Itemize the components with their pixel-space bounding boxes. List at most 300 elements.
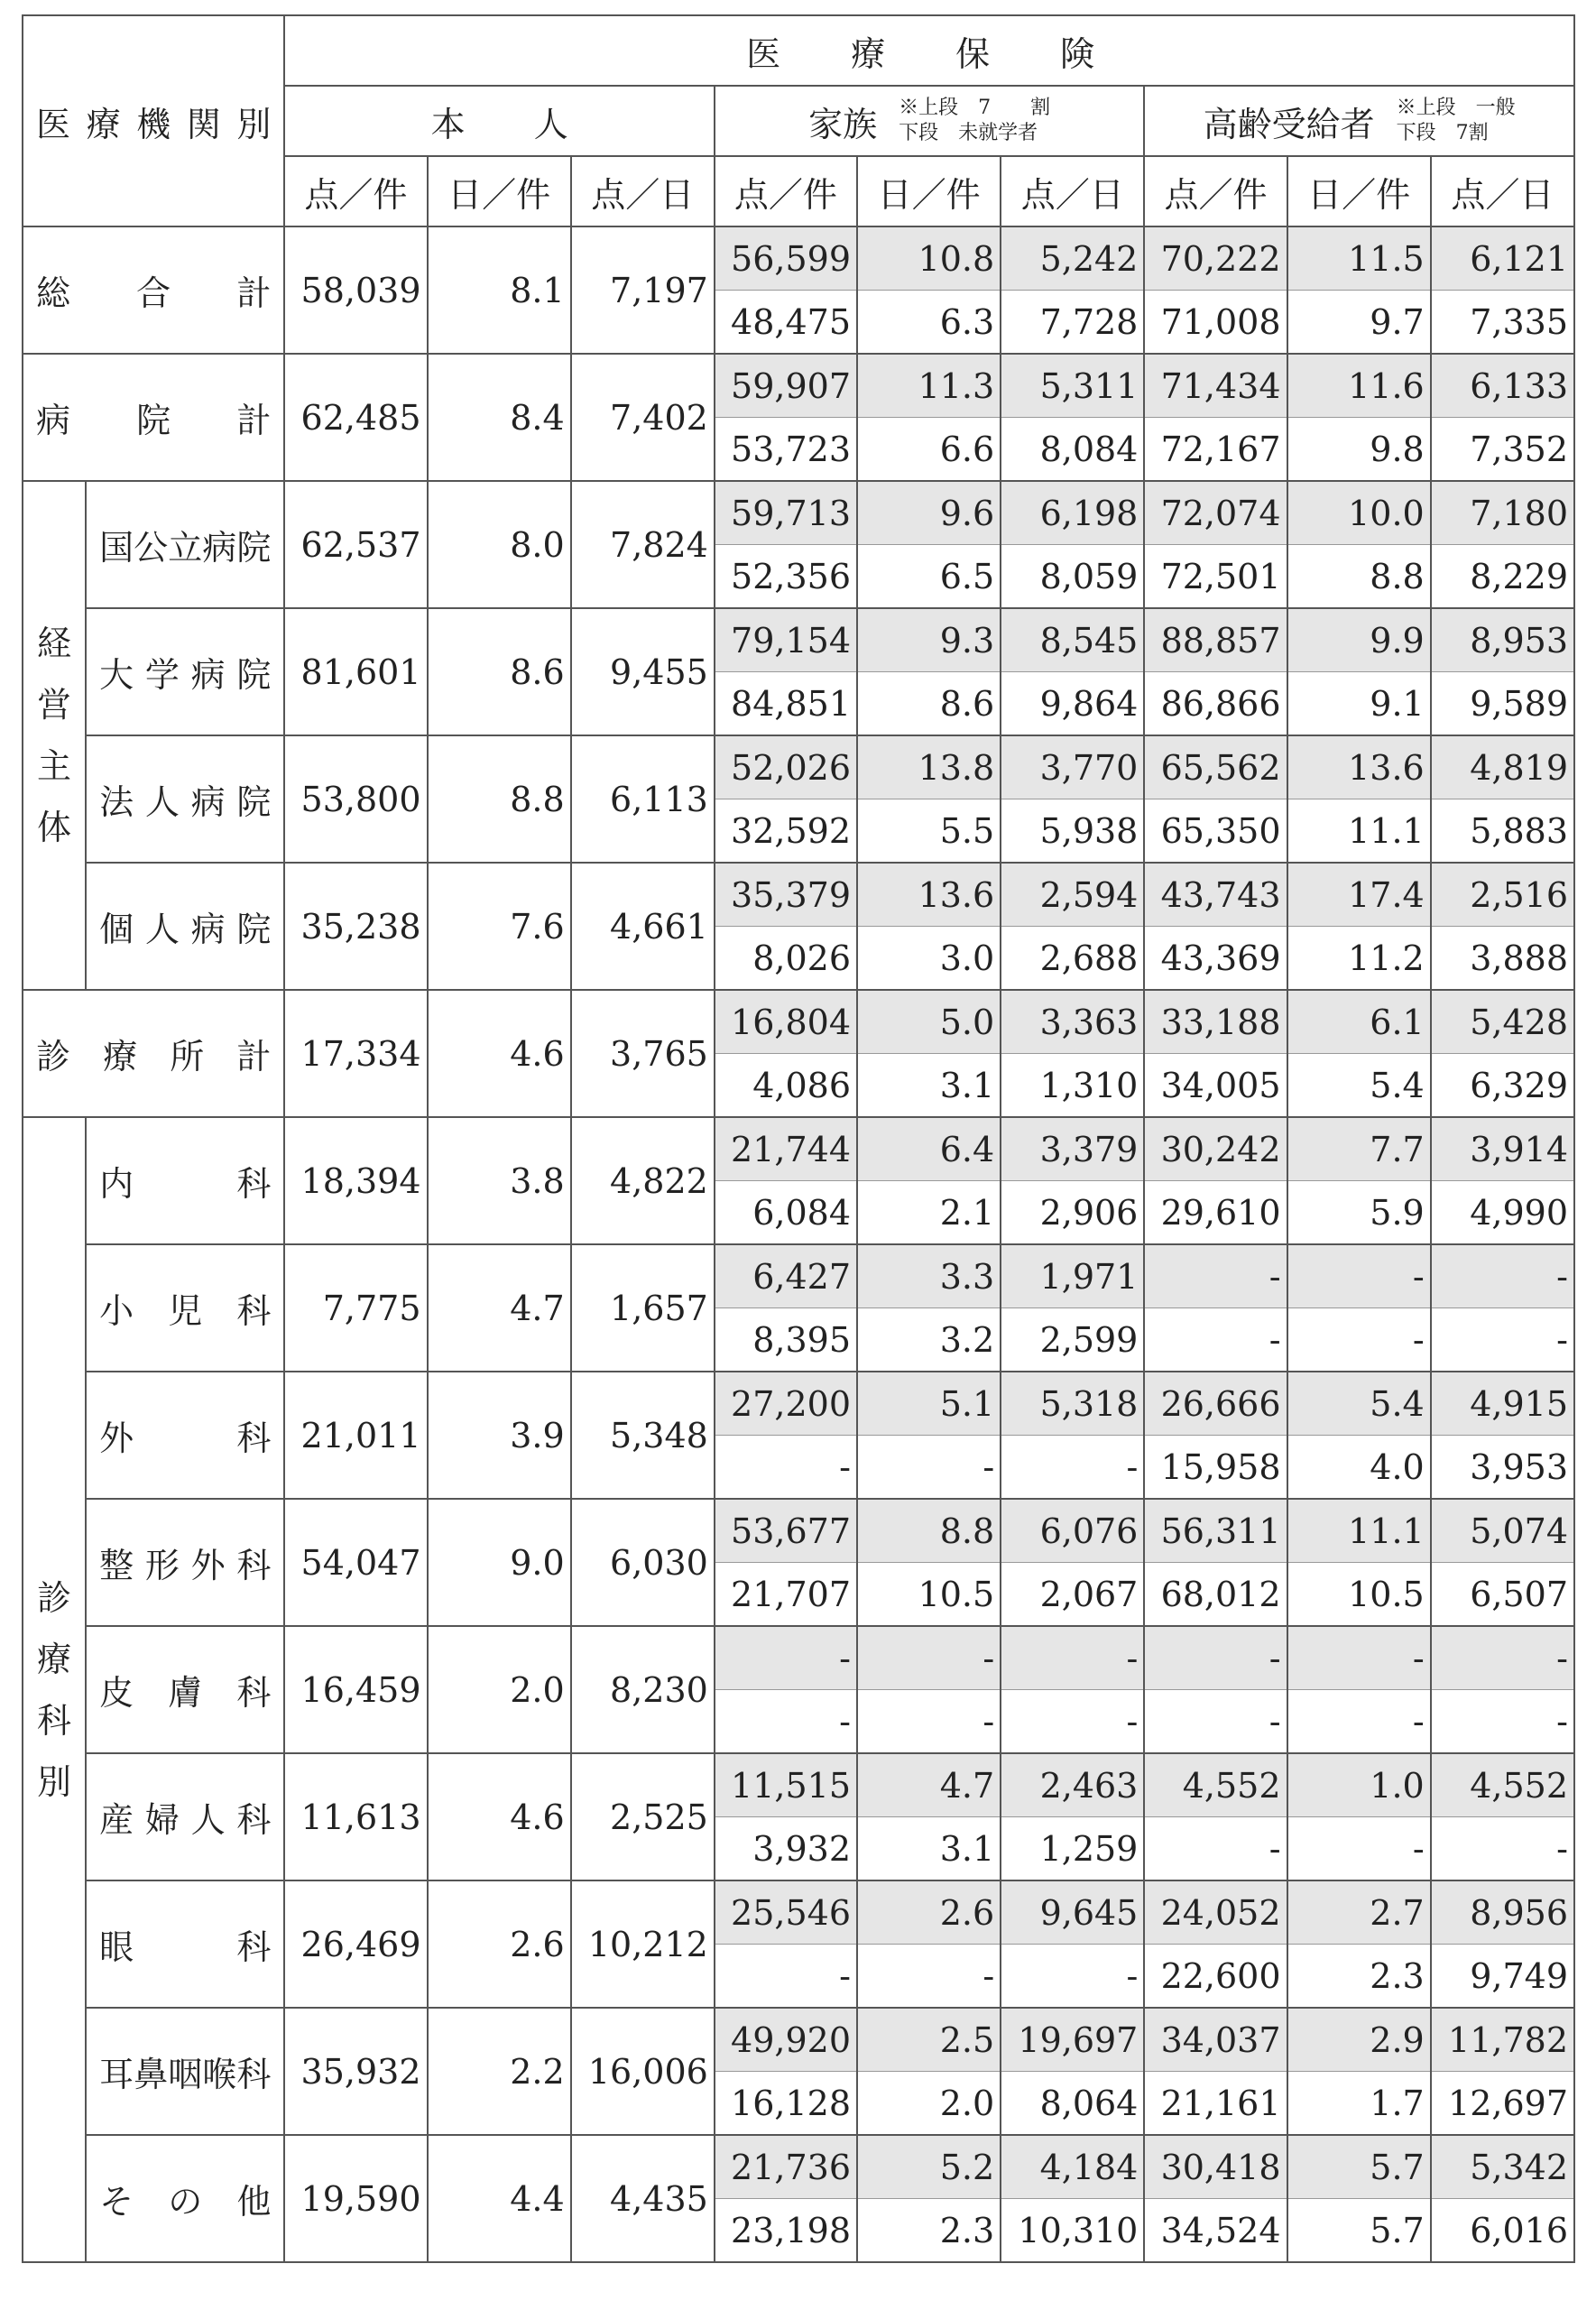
upper-cell: 43,743 bbox=[1144, 863, 1287, 927]
lower-cell: 4,086 bbox=[715, 1054, 857, 1118]
row-label: 大学病院 bbox=[86, 608, 284, 735]
lower-cell: 8.8 bbox=[1287, 545, 1431, 609]
upper-cell: - bbox=[1001, 1626, 1144, 1690]
upper-cell: 56,311 bbox=[1144, 1499, 1287, 1563]
lower-cell: 11.2 bbox=[1287, 927, 1431, 991]
upper-cell: 33,188 bbox=[1144, 990, 1287, 1054]
upper-cell: 21,744 bbox=[715, 1117, 857, 1181]
honnin-cell: 35,238 bbox=[284, 863, 427, 990]
lower-cell: 48,475 bbox=[715, 291, 857, 355]
lower-cell: 9,589 bbox=[1431, 672, 1574, 736]
upper-cell: 5,074 bbox=[1431, 1499, 1574, 1563]
upper-cell: 7.7 bbox=[1287, 1117, 1431, 1181]
upper-cell: 34,037 bbox=[1144, 2008, 1287, 2072]
table-row bbox=[23, 2008, 1574, 2072]
honnin-cell: 8.1 bbox=[428, 226, 571, 354]
column-header: 点／件 bbox=[1144, 156, 1287, 226]
lower-cell: 15,958 bbox=[1144, 1436, 1287, 1500]
lower-cell: 52,356 bbox=[715, 545, 857, 609]
upper-cell: 11.1 bbox=[1287, 1499, 1431, 1563]
upper-cell: 1,971 bbox=[1001, 1244, 1144, 1308]
lower-cell: 2.0 bbox=[857, 2072, 1001, 2136]
upper-cell: 4,184 bbox=[1001, 2135, 1144, 2199]
lower-cell: 29,610 bbox=[1144, 1181, 1287, 1245]
upper-cell: 24,052 bbox=[1144, 1880, 1287, 1945]
section-label-char: 別 bbox=[37, 1761, 72, 1802]
row-label: 法人病院 bbox=[86, 735, 284, 863]
row-label: その他 bbox=[86, 2135, 284, 2262]
lower-cell: 2.1 bbox=[857, 1181, 1001, 1245]
upper-cell: 1.0 bbox=[1287, 1753, 1431, 1817]
lower-cell: - bbox=[857, 1436, 1001, 1500]
lower-cell: 9.8 bbox=[1287, 418, 1431, 482]
lower-cell: 8,395 bbox=[715, 1308, 857, 1372]
honnin-cell: 53,800 bbox=[284, 735, 427, 863]
group-name: 家族 bbox=[808, 104, 878, 144]
lower-cell: - bbox=[715, 1690, 857, 1754]
lower-cell: 3.1 bbox=[857, 1817, 1001, 1881]
upper-cell: 2,463 bbox=[1001, 1753, 1144, 1817]
group-kazoku bbox=[715, 86, 1145, 156]
upper-cell: 9.9 bbox=[1287, 608, 1431, 672]
honnin-cell: 2.2 bbox=[428, 2008, 571, 2135]
table-row bbox=[23, 735, 1574, 799]
upper-cell: 6,133 bbox=[1431, 354, 1574, 418]
honnin-cell: 3.8 bbox=[428, 1117, 571, 1244]
upper-cell: 16,804 bbox=[715, 990, 857, 1054]
honnin-cell: 58,039 bbox=[284, 226, 427, 354]
upper-cell: 6,076 bbox=[1001, 1499, 1144, 1563]
honnin-cell: 5,348 bbox=[571, 1372, 715, 1499]
honnin-cell: 9.0 bbox=[428, 1499, 571, 1626]
upper-cell: 17.4 bbox=[1287, 863, 1431, 927]
honnin-cell: 4,822 bbox=[571, 1117, 715, 1244]
lower-cell: 6,084 bbox=[715, 1181, 857, 1245]
lower-cell: 10.5 bbox=[1287, 1563, 1431, 1627]
lower-cell: 5.4 bbox=[1287, 1054, 1431, 1118]
lower-cell: 84,851 bbox=[715, 672, 857, 736]
table-row bbox=[23, 608, 1574, 672]
honnin-cell: 17,334 bbox=[284, 990, 427, 1117]
upper-cell: 3,914 bbox=[1431, 1117, 1574, 1181]
section-label-char: 体 bbox=[37, 808, 72, 847]
column-header: 点／日 bbox=[571, 156, 715, 226]
honnin-cell: 54,047 bbox=[284, 1499, 427, 1626]
column-header: 点／件 bbox=[715, 156, 857, 226]
honnin-cell: 6,030 bbox=[571, 1499, 715, 1626]
lower-cell: 7,728 bbox=[1001, 291, 1144, 355]
honnin-cell: 4,661 bbox=[571, 863, 715, 990]
lower-cell: 23,198 bbox=[715, 2199, 857, 2263]
table-row bbox=[23, 2135, 1574, 2199]
table-row bbox=[23, 1372, 1574, 1436]
honnin-cell: 35,932 bbox=[284, 2008, 427, 2135]
lower-cell: 72,501 bbox=[1144, 545, 1287, 609]
row-label: 整形外科 bbox=[86, 1499, 284, 1626]
lower-cell: 1.7 bbox=[1287, 2072, 1431, 2136]
table-row bbox=[23, 1244, 1574, 1308]
lower-cell: 6.3 bbox=[857, 291, 1001, 355]
upper-cell: 65,562 bbox=[1144, 735, 1287, 799]
lower-cell: 86,866 bbox=[1144, 672, 1287, 736]
upper-cell: - bbox=[715, 1626, 857, 1690]
upper-cell: 2.9 bbox=[1287, 2008, 1431, 2072]
honnin-cell: 26,469 bbox=[284, 1880, 427, 2008]
honnin-cell: 1,657 bbox=[571, 1244, 715, 1372]
table-row bbox=[23, 1880, 1574, 1945]
row-label: 総 合 計 bbox=[23, 226, 284, 354]
upper-cell: 2.7 bbox=[1287, 1880, 1431, 1945]
lower-cell: 9,864 bbox=[1001, 672, 1144, 736]
section-label-char: 経 bbox=[37, 624, 72, 663]
upper-cell: 8,956 bbox=[1431, 1880, 1574, 1945]
upper-cell: 7,180 bbox=[1431, 481, 1574, 545]
upper-cell: 6,198 bbox=[1001, 481, 1144, 545]
lower-cell: 6,329 bbox=[1431, 1054, 1574, 1118]
lower-cell: - bbox=[1001, 1945, 1144, 2009]
upper-cell: 88,857 bbox=[1144, 608, 1287, 672]
column-header: 日／件 bbox=[857, 156, 1001, 226]
honnin-cell: 19,590 bbox=[284, 2135, 427, 2262]
lower-cell: 5,883 bbox=[1431, 799, 1574, 864]
honnin-cell: 16,006 bbox=[571, 2008, 715, 2135]
upper-cell: 4,819 bbox=[1431, 735, 1574, 799]
section-label-char: 主 bbox=[37, 746, 72, 786]
upper-cell: 70,222 bbox=[1144, 226, 1287, 291]
honnin-cell: 8.0 bbox=[428, 481, 571, 608]
table-row bbox=[23, 863, 1574, 927]
row-label: 診療所計 bbox=[23, 990, 284, 1117]
upper-cell: - bbox=[1144, 1626, 1287, 1690]
honnin-cell: 8.4 bbox=[428, 354, 571, 481]
row-label: 耳鼻咽喉科 bbox=[86, 2008, 284, 2135]
lower-cell: - bbox=[715, 1945, 857, 2009]
lower-cell: 21,161 bbox=[1144, 2072, 1287, 2136]
group-note-upper: ※上段 7 割 bbox=[899, 97, 1051, 119]
upper-cell: 5,311 bbox=[1001, 354, 1144, 418]
lower-cell: 3.1 bbox=[857, 1054, 1001, 1118]
upper-cell: 3,363 bbox=[1001, 990, 1144, 1054]
upper-cell: 5.1 bbox=[857, 1372, 1001, 1436]
lower-cell: 2,599 bbox=[1001, 1308, 1144, 1372]
lower-cell: 10,310 bbox=[1001, 2199, 1144, 2263]
group-koreisha bbox=[1144, 86, 1574, 156]
column-header: 日／件 bbox=[1287, 156, 1431, 226]
upper-cell: - bbox=[1144, 1244, 1287, 1308]
lower-cell: 9.7 bbox=[1287, 291, 1431, 355]
lower-cell: 2,688 bbox=[1001, 927, 1144, 991]
upper-cell: 9.6 bbox=[857, 481, 1001, 545]
lower-cell: 1,310 bbox=[1001, 1054, 1144, 1118]
upper-cell: 35,379 bbox=[715, 863, 857, 927]
honnin-cell: 2.0 bbox=[428, 1626, 571, 1753]
upper-cell: 8,953 bbox=[1431, 608, 1574, 672]
honnin-cell: 4,435 bbox=[571, 2135, 715, 2262]
upper-cell: 9,645 bbox=[1001, 1880, 1144, 1945]
lower-cell: 6.6 bbox=[857, 418, 1001, 482]
table-row bbox=[23, 1117, 1574, 1181]
lower-cell: 72,167 bbox=[1144, 418, 1287, 482]
lower-cell: - bbox=[1144, 1690, 1287, 1754]
row-label: 国公立病院 bbox=[86, 481, 284, 608]
lower-cell: 8,064 bbox=[1001, 2072, 1144, 2136]
upper-cell: - bbox=[1431, 1626, 1574, 1690]
upper-cell: 25,546 bbox=[715, 1880, 857, 1945]
honnin-cell: 7,824 bbox=[571, 481, 715, 608]
lower-cell: 5.9 bbox=[1287, 1181, 1431, 1245]
lower-cell: - bbox=[1287, 1817, 1431, 1881]
table-row bbox=[23, 1626, 1574, 1690]
row-label: 個人病院 bbox=[86, 863, 284, 990]
upper-cell: 4.7 bbox=[857, 1753, 1001, 1817]
lower-cell: - bbox=[1144, 1308, 1287, 1372]
lower-cell: 8,059 bbox=[1001, 545, 1144, 609]
lower-cell: 16,128 bbox=[715, 2072, 857, 2136]
section-label bbox=[23, 481, 86, 990]
group-name: 高齢受給者 bbox=[1203, 104, 1375, 144]
lower-cell: 43,369 bbox=[1144, 927, 1287, 991]
lower-cell: 2.3 bbox=[1287, 1945, 1431, 2009]
upper-cell: 11,515 bbox=[715, 1753, 857, 1817]
upper-cell: 53,677 bbox=[715, 1499, 857, 1563]
honnin-cell: 8.8 bbox=[428, 735, 571, 863]
group-name: 本 人 bbox=[430, 104, 568, 144]
upper-cell: 2,516 bbox=[1431, 863, 1574, 927]
upper-cell: 11.3 bbox=[857, 354, 1001, 418]
medical-cost-table bbox=[22, 14, 1575, 2263]
upper-cell: - bbox=[857, 1626, 1001, 1690]
lower-cell: - bbox=[1287, 1308, 1431, 1372]
lower-cell: - bbox=[1001, 1690, 1144, 1754]
column-header: 点／日 bbox=[1001, 156, 1144, 226]
row-label: 病 院 計 bbox=[23, 354, 284, 481]
group-note-lower: 下段 未就学者 bbox=[899, 122, 1038, 144]
upper-cell: 19,697 bbox=[1001, 2008, 1144, 2072]
section-label-char: 営 bbox=[37, 685, 72, 725]
row-label: 外 科 bbox=[86, 1372, 284, 1499]
honnin-cell: 6,113 bbox=[571, 735, 715, 863]
section-label bbox=[23, 1117, 86, 2262]
lower-cell: 1,259 bbox=[1001, 1817, 1144, 1881]
upper-cell: 6.1 bbox=[1287, 990, 1431, 1054]
honnin-cell: 4.6 bbox=[428, 1753, 571, 1880]
honnin-cell: 16,459 bbox=[284, 1626, 427, 1753]
lower-cell: 3,953 bbox=[1431, 1436, 1574, 1500]
lower-cell: - bbox=[857, 1690, 1001, 1754]
table-row bbox=[23, 481, 1574, 545]
honnin-cell: 7,775 bbox=[284, 1244, 427, 1372]
group-note-upper: ※上段 一般 bbox=[1396, 97, 1516, 119]
upper-cell: 10.0 bbox=[1287, 481, 1431, 545]
honnin-cell: 4.6 bbox=[428, 990, 571, 1117]
upper-cell: 59,713 bbox=[715, 481, 857, 545]
upper-cell: - bbox=[1287, 1626, 1431, 1690]
upper-cell: 11.5 bbox=[1287, 226, 1431, 291]
upper-cell: 5,342 bbox=[1431, 2135, 1574, 2199]
honnin-cell: 2,525 bbox=[571, 1753, 715, 1880]
honnin-cell: 11,613 bbox=[284, 1753, 427, 1880]
honnin-cell: 4.7 bbox=[428, 1244, 571, 1372]
upper-cell: 11,782 bbox=[1431, 2008, 1574, 2072]
lower-cell: 2,067 bbox=[1001, 1563, 1144, 1627]
upper-cell: 6,427 bbox=[715, 1244, 857, 1308]
lower-cell: 2,906 bbox=[1001, 1181, 1144, 1245]
upper-cell: 5.2 bbox=[857, 2135, 1001, 2199]
upper-cell: 2,594 bbox=[1001, 863, 1144, 927]
column-header: 点／日 bbox=[1431, 156, 1574, 226]
upper-cell: 6,121 bbox=[1431, 226, 1574, 291]
lower-cell: 8,229 bbox=[1431, 545, 1574, 609]
lower-cell: 10.5 bbox=[857, 1563, 1001, 1627]
lower-cell: 8,026 bbox=[715, 927, 857, 991]
table-row bbox=[23, 226, 1574, 291]
lower-cell: 7,352 bbox=[1431, 418, 1574, 482]
section-label-char: 科 bbox=[37, 1700, 72, 1741]
lower-cell: 5,938 bbox=[1001, 799, 1144, 864]
upper-cell: - bbox=[1287, 1244, 1431, 1308]
honnin-cell: 4.4 bbox=[428, 2135, 571, 2262]
lower-cell: 2.3 bbox=[857, 2199, 1001, 2263]
lower-cell: 5.5 bbox=[857, 799, 1001, 864]
header-corner: 医療機関別 bbox=[23, 15, 284, 226]
lower-cell: 8.6 bbox=[857, 672, 1001, 736]
upper-cell: 3,770 bbox=[1001, 735, 1144, 799]
upper-cell: 2.5 bbox=[857, 2008, 1001, 2072]
honnin-cell: 62,537 bbox=[284, 481, 427, 608]
upper-cell: 30,418 bbox=[1144, 2135, 1287, 2199]
honnin-cell: 9,455 bbox=[571, 608, 715, 735]
honnin-cell: 2.6 bbox=[428, 1880, 571, 2008]
lower-cell: 3.2 bbox=[857, 1308, 1001, 1372]
table-body bbox=[23, 226, 1574, 2262]
upper-cell: 26,666 bbox=[1144, 1372, 1287, 1436]
table-row bbox=[23, 354, 1574, 418]
honnin-cell: 10,212 bbox=[571, 1880, 715, 2008]
upper-cell: 9.3 bbox=[857, 608, 1001, 672]
group-note-lower: 下段 7割 bbox=[1396, 122, 1489, 144]
honnin-cell: 62,485 bbox=[284, 354, 427, 481]
upper-cell: 8,545 bbox=[1001, 608, 1144, 672]
lower-cell: 9,749 bbox=[1431, 1945, 1574, 2009]
column-header: 日／件 bbox=[428, 156, 571, 226]
upper-cell: 4,915 bbox=[1431, 1372, 1574, 1436]
upper-cell: 71,434 bbox=[1144, 354, 1287, 418]
lower-cell: 11.1 bbox=[1287, 799, 1431, 864]
section-label-char: 診 bbox=[37, 1577, 72, 1618]
lower-cell: 21,707 bbox=[715, 1563, 857, 1627]
upper-cell: 8.8 bbox=[857, 1499, 1001, 1563]
lower-cell: 4,990 bbox=[1431, 1181, 1574, 1245]
upper-cell: 3.3 bbox=[857, 1244, 1001, 1308]
lower-cell: - bbox=[857, 1945, 1001, 2009]
honnin-cell: 81,601 bbox=[284, 608, 427, 735]
upper-cell: 3,379 bbox=[1001, 1117, 1144, 1181]
upper-cell: 30,242 bbox=[1144, 1117, 1287, 1181]
table-row bbox=[23, 1499, 1574, 1563]
lower-cell: 9.1 bbox=[1287, 672, 1431, 736]
upper-cell: 10.8 bbox=[857, 226, 1001, 291]
upper-cell: 4,552 bbox=[1431, 1753, 1574, 1817]
lower-cell: 65,350 bbox=[1144, 799, 1287, 864]
column-header: 点／件 bbox=[284, 156, 427, 226]
lower-cell: 3,932 bbox=[715, 1817, 857, 1881]
group-honnin bbox=[284, 86, 715, 156]
upper-cell: 56,599 bbox=[715, 226, 857, 291]
honnin-cell: 8,230 bbox=[571, 1626, 715, 1753]
row-label: 産婦人科 bbox=[86, 1753, 284, 1880]
lower-cell: 34,005 bbox=[1144, 1054, 1287, 1118]
lower-cell: - bbox=[1431, 1690, 1574, 1754]
upper-cell: 13.6 bbox=[1287, 735, 1431, 799]
lower-cell: 7,335 bbox=[1431, 291, 1574, 355]
lower-cell: 6.5 bbox=[857, 545, 1001, 609]
upper-cell: 59,907 bbox=[715, 354, 857, 418]
honnin-cell: 7,402 bbox=[571, 354, 715, 481]
honnin-cell: 21,011 bbox=[284, 1372, 427, 1499]
lower-cell: - bbox=[1144, 1817, 1287, 1881]
lower-cell: 32,592 bbox=[715, 799, 857, 864]
lower-cell: 68,012 bbox=[1144, 1563, 1287, 1627]
honnin-cell: 7.6 bbox=[428, 863, 571, 990]
upper-cell: 5.4 bbox=[1287, 1372, 1431, 1436]
lower-cell: 4.0 bbox=[1287, 1436, 1431, 1500]
lower-cell: 6,016 bbox=[1431, 2199, 1574, 2263]
lower-cell: 34,524 bbox=[1144, 2199, 1287, 2263]
honnin-cell: 3.9 bbox=[428, 1372, 571, 1499]
upper-cell: 72,074 bbox=[1144, 481, 1287, 545]
table-row bbox=[23, 990, 1574, 1054]
upper-cell: 13.8 bbox=[857, 735, 1001, 799]
lower-cell: 3.0 bbox=[857, 927, 1001, 991]
row-label: 皮膚科 bbox=[86, 1626, 284, 1753]
lower-cell: - bbox=[1001, 1436, 1144, 1500]
upper-cell: 11.6 bbox=[1287, 354, 1431, 418]
lower-cell: - bbox=[1431, 1817, 1574, 1881]
upper-cell: 49,920 bbox=[715, 2008, 857, 2072]
row-label: 内 科 bbox=[86, 1117, 284, 1244]
upper-cell: 5,318 bbox=[1001, 1372, 1144, 1436]
honnin-cell: 18,394 bbox=[284, 1117, 427, 1244]
upper-cell: 5.7 bbox=[1287, 2135, 1431, 2199]
upper-cell: 6.4 bbox=[857, 1117, 1001, 1181]
upper-cell: 5,242 bbox=[1001, 226, 1144, 291]
honnin-cell: 7,197 bbox=[571, 226, 715, 354]
upper-cell: 4,552 bbox=[1144, 1753, 1287, 1817]
upper-cell: 79,154 bbox=[715, 608, 857, 672]
upper-cell: 5,428 bbox=[1431, 990, 1574, 1054]
lower-cell: - bbox=[1287, 1690, 1431, 1754]
lower-cell: 71,008 bbox=[1144, 291, 1287, 355]
honnin-cell: 8.6 bbox=[428, 608, 571, 735]
lower-cell: 3,888 bbox=[1431, 927, 1574, 991]
upper-cell: 13.6 bbox=[857, 863, 1001, 927]
upper-cell: 21,736 bbox=[715, 2135, 857, 2199]
lower-cell: 22,600 bbox=[1144, 1945, 1287, 2009]
table-row bbox=[23, 1753, 1574, 1817]
lower-cell: 8,084 bbox=[1001, 418, 1144, 482]
header-top: 医 療 保 険 bbox=[284, 15, 1574, 86]
lower-cell: 12,697 bbox=[1431, 2072, 1574, 2136]
upper-cell: 5.0 bbox=[857, 990, 1001, 1054]
upper-cell: 52,026 bbox=[715, 735, 857, 799]
upper-cell: - bbox=[1431, 1244, 1574, 1308]
lower-cell: - bbox=[715, 1436, 857, 1500]
lower-cell: 53,723 bbox=[715, 418, 857, 482]
honnin-cell: 3,765 bbox=[571, 990, 715, 1117]
upper-cell: 27,200 bbox=[715, 1372, 857, 1436]
section-label-char: 療 bbox=[37, 1639, 72, 1679]
lower-cell: 5.7 bbox=[1287, 2199, 1431, 2263]
